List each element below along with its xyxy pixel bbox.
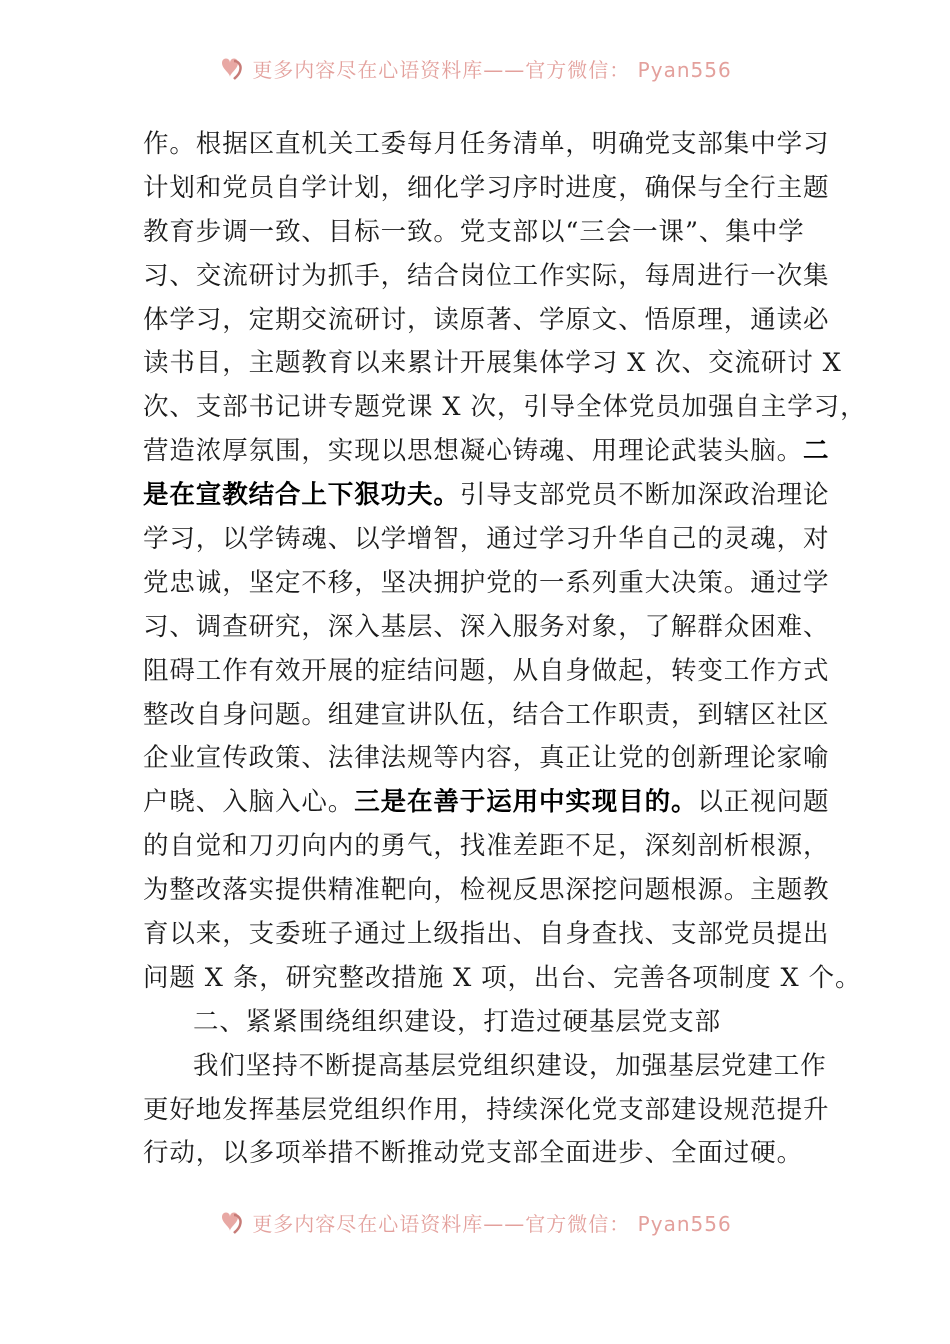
text-line: 育以来，支委班子通过上级指出、自身查找、支部党员提出: [143, 919, 830, 950]
text-line: 习、调查研究，深入基层、深入服务对象，了解群众困难、: [143, 611, 830, 642]
text-line: 习、交流研讨为抓手，结合岗位工作实际，每周进行一次集: [143, 260, 830, 291]
watermark-text: 更多内容尽在心语资料库——官方微信： Pyan556: [252, 1211, 732, 1236]
text-line: 计划和党员自学计划，细化学习序时进度，确保与全行主题: [143, 172, 830, 203]
text-span: 以正视问题: [697, 787, 830, 818]
text-span: 户晓、入脑入心。: [143, 787, 355, 818]
text-line: 的自觉和刀刃向内的勇气，找准差距不足，深刻剖析根源，: [143, 831, 830, 862]
footer-watermark: [0, 1202, 950, 1242]
text-line: 我们坚持不断提高基层党组织建设，加强基层党建工作: [193, 1050, 827, 1081]
watermark-logo-icon: [218, 53, 248, 83]
text-line: [143, 781, 830, 825]
watermark-text: 更多内容尽在心语资料库——官方微信： Pyan556: [252, 57, 732, 82]
text-line: 次、支部书记讲专题党课 X 次，引导全体党员加强自主学习，: [143, 392, 867, 423]
text-line: [143, 474, 830, 518]
text-line: 行动，以多项举措不断推动党支部全面进步、全面过硬。: [143, 1138, 804, 1169]
document-body: [143, 123, 867, 1176]
section-heading: 二、紧紧围绕组织建设，打造过硬基层党支部: [193, 1006, 722, 1037]
text-line: 更好地发挥基层党组织作用，持续深化党支部建设规范提升: [143, 1094, 830, 1125]
bold-heading: 是在宣教结合上下狠功夫。: [143, 480, 460, 511]
text-line: 读书目，主题教育以来累计开展集体学习 X 次、交流研讨 X: [143, 348, 842, 379]
text-line: 整改自身问题。组建宣讲队伍，结合工作职责，到辖区社区: [143, 699, 830, 730]
text-line: 学习，以学铸魂、以学增智，通过学习升华自己的灵魂，对: [143, 524, 830, 555]
header-watermark: [0, 48, 950, 88]
text-line: 体学习，定期交流研讨，读原著、学原文、悟原理，通读必: [143, 304, 830, 335]
text-line: 企业宣传政策、法律法规等内容，真正让党的创新理论家喻: [143, 743, 830, 774]
text-line: 教育步调一致、目标一致。党支部以“三会一课”、集中学: [143, 216, 805, 247]
text-line: 问题 X 条，研究整改措施 X 项，出台、完善各项制度 X 个。: [143, 962, 862, 993]
watermark-logo-icon: [218, 1207, 248, 1237]
text-line: [143, 430, 830, 474]
text-span: 营造浓厚氛围，实现以思想凝心铸魂、用理论武装头脑。: [143, 436, 804, 467]
text-line: 党忠诚，坚定不移，坚决拥护党的一系列重大决策。通过学: [143, 567, 830, 598]
bold-heading: 三是在善于运用中实现目的。: [354, 787, 698, 818]
bold-heading: 二: [803, 436, 830, 467]
text-line: 阻碍工作有效开展的症结问题，从自身做起，转变工作方式: [143, 655, 830, 686]
text-span: 引导支部党员不断加深政治理论: [459, 480, 830, 511]
text-line: 为整改落实提供精准靶向，检视反思深挖问题根源。主题教: [143, 875, 830, 906]
text-line: 作。根据区直机关工委每月任务清单，明确党支部集中学习: [143, 129, 830, 159]
